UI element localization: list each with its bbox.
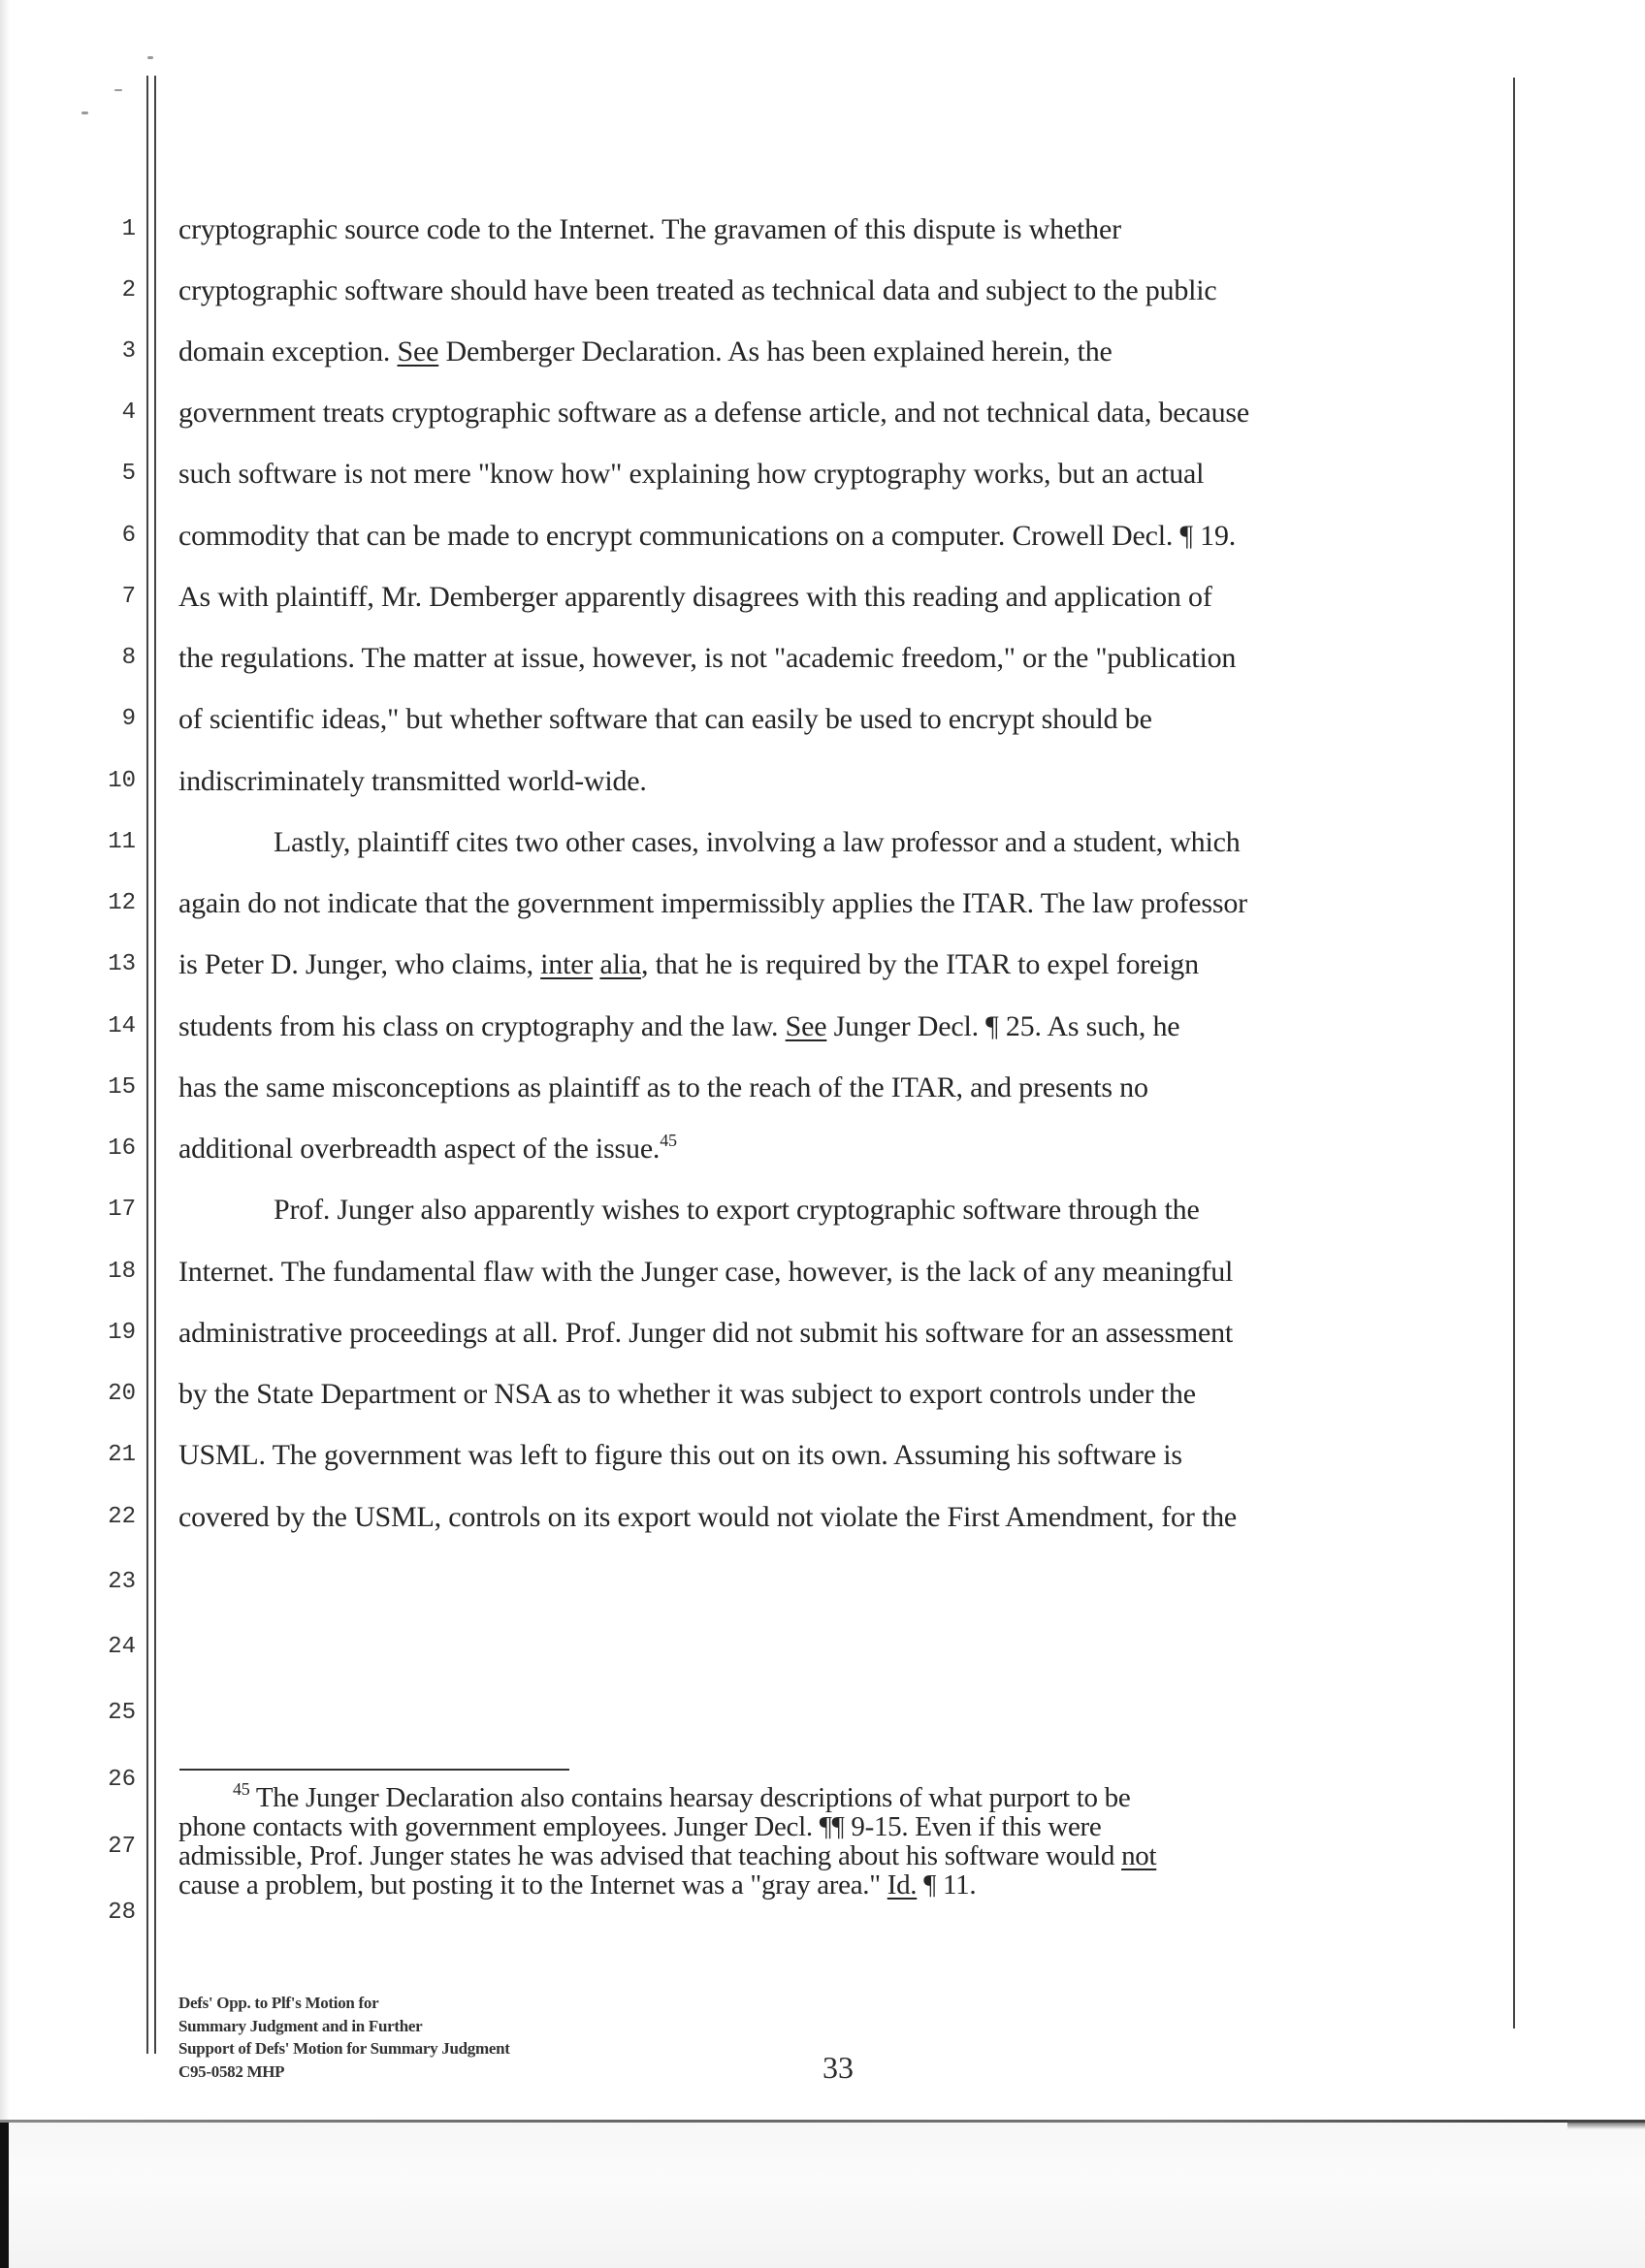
text-line [178,947,1199,982]
text-line: As with plaintiff, Mr. Demberger apparently disagrees with this reading and application of [178,581,1212,613]
text-line [178,1009,1179,1044]
footer-caption-line: Defs' Opp. to Plf's Motion for [178,1994,379,2012]
text-span: Junger Decl. ¶ 25. As such, he [826,1010,1180,1042]
line-number: 25 [108,1700,136,1726]
text-line: cryptographic source code to the Internet. The gravamen of this dispute is whether [178,213,1121,245]
scanner-background [0,2122,1645,2268]
line-number: 8 [121,645,136,671]
text-line: of scientific ideas," but whether software that can easily be used to encrypt should be [178,703,1152,735]
text-line: has the same misconceptions as plaintiff as to the reach of the ITAR, and presents no [178,1071,1148,1103]
footnote-line [178,1840,1156,1871]
page-bottom-edge [0,2120,1645,2123]
text-line-paragraph-start: Lastly, plaintiff cites two other cases, involving a law professor and a student, which [274,826,1241,858]
line-number: 14 [108,1013,136,1039]
footer-caption-line: Support of Defs' Motion for Summary Judgment [178,2039,510,2058]
text-line-paragraph-start: Prof. Junger also apparently wishes to export cryptographic software through the [274,1194,1200,1226]
signal-see: See [397,335,439,367]
scanner-edge-dark [0,2122,9,2268]
line-number: 13 [108,951,136,977]
text-line [178,1132,677,1166]
line-number: 20 [108,1381,136,1407]
text-span: The Junger Declaration also contains hearsay descriptions of what purport to be [249,1782,1131,1813]
text-line: indiscriminately transmitted world-wide. [178,765,647,797]
left-margin-rule-inner [154,76,156,2054]
line-number: 27 [108,1834,136,1860]
text-line: covered by the USML, controls on its export would not violate the First Amendment, for the [178,1501,1237,1533]
left-margin-rule-outer [146,76,148,2054]
text-span: is Peter D. Junger, who claims, [178,948,541,980]
text-span: ¶ 11. [917,1869,977,1901]
line-number: 11 [108,829,136,855]
text-line: cryptographic software should have been treated as technical data and subject to the public [178,274,1217,306]
line-number: 22 [108,1504,136,1530]
footnote-line [233,1779,1131,1813]
line-number: 7 [121,584,136,610]
text-line: by the State Department or NSA as to whether it was subject to export controls under the [178,1378,1196,1410]
line-number: 4 [121,399,136,426]
text-span: additional overbreadth aspect of the issue. [178,1133,661,1165]
line-number: 16 [108,1135,136,1162]
line-number: 6 [121,523,136,549]
scan-speck [114,89,122,91]
footnote-reference[interactable]: 45 [660,1131,677,1150]
line-number: 5 [121,461,136,487]
citation-id: Id. [887,1869,918,1901]
text-line: such software is not mere "know how" explaining how cryptography works, but an actual [178,458,1205,490]
line-number: 3 [121,338,136,365]
line-number: 26 [108,1767,136,1793]
text-line: commodity that can be made to encrypt communications on a computer. Crowell Decl. ¶ 19. [178,520,1237,552]
text-line [178,335,1113,369]
text-line: government treats cryptographic software as a defense article, and not technical data, because [178,397,1250,429]
line-number: 28 [108,1900,136,1926]
text-span: admissible, Prof. Junger states he was advised that teaching about his software would [178,1840,1122,1871]
line-number: 24 [108,1634,136,1660]
signal-see: See [785,1010,827,1042]
line-number: 15 [108,1074,136,1101]
footnote-line: phone contacts with government employees. Junger Decl. ¶¶ 9-15. Even if this were [178,1811,1102,1842]
text-line: the regulations. The matter at issue, however, is not "academic freedom," or the "publication [178,642,1237,674]
page-number: 33 [822,2050,854,2085]
emphasis-not: not [1121,1840,1157,1871]
line-number: 18 [108,1259,136,1285]
text-line: Internet. The fundamental flaw with the Junger case, however, is the lack of any meaningful [178,1256,1234,1288]
text-line: USML. The government was left to figure this out on its own. Assuming his software is [178,1439,1182,1471]
footnote-separator [179,1769,569,1771]
footnote-line [178,1869,976,1901]
line-number: 2 [121,277,136,303]
text-span: cause a problem, but posting it to the Internet was a "gray area." [178,1869,887,1901]
text-span: Demberger Declaration. As has been explained herein, the [438,335,1113,367]
page-edge-shadow [1567,2120,1645,2129]
text-line: administrative proceedings at all. Prof. Junger did not submit his software for an assessment [178,1317,1234,1349]
latin-inter: inter [540,948,594,980]
footer-case-number: C95-0582 MHP [178,2062,285,2081]
line-number: 19 [108,1320,136,1346]
scan-speck [147,56,153,59]
right-margin-rule [1513,78,1515,2028]
text-span: domain exception. [178,335,398,367]
text-span: students from his class on cryptography and the law. [178,1010,786,1042]
text-span: , that he is required by the ITAR to expel foreign [640,948,1199,980]
line-number: 1 [121,216,136,242]
line-number: 9 [121,706,136,732]
scan-speck [81,112,88,114]
line-number: 21 [108,1442,136,1468]
line-number: 10 [108,768,136,794]
latin-alia: alia [599,948,641,980]
footnote-number: 45 [233,1779,250,1799]
text-line: again do not indicate that the government impermissibly applies the ITAR. The law professor [178,887,1247,919]
line-number: 17 [108,1197,136,1223]
line-number: 23 [108,1569,136,1595]
line-number: 12 [108,890,136,916]
footer-caption-line: Summary Judgment and in Further [178,2017,423,2035]
scan-edge-shadow [0,0,10,2268]
